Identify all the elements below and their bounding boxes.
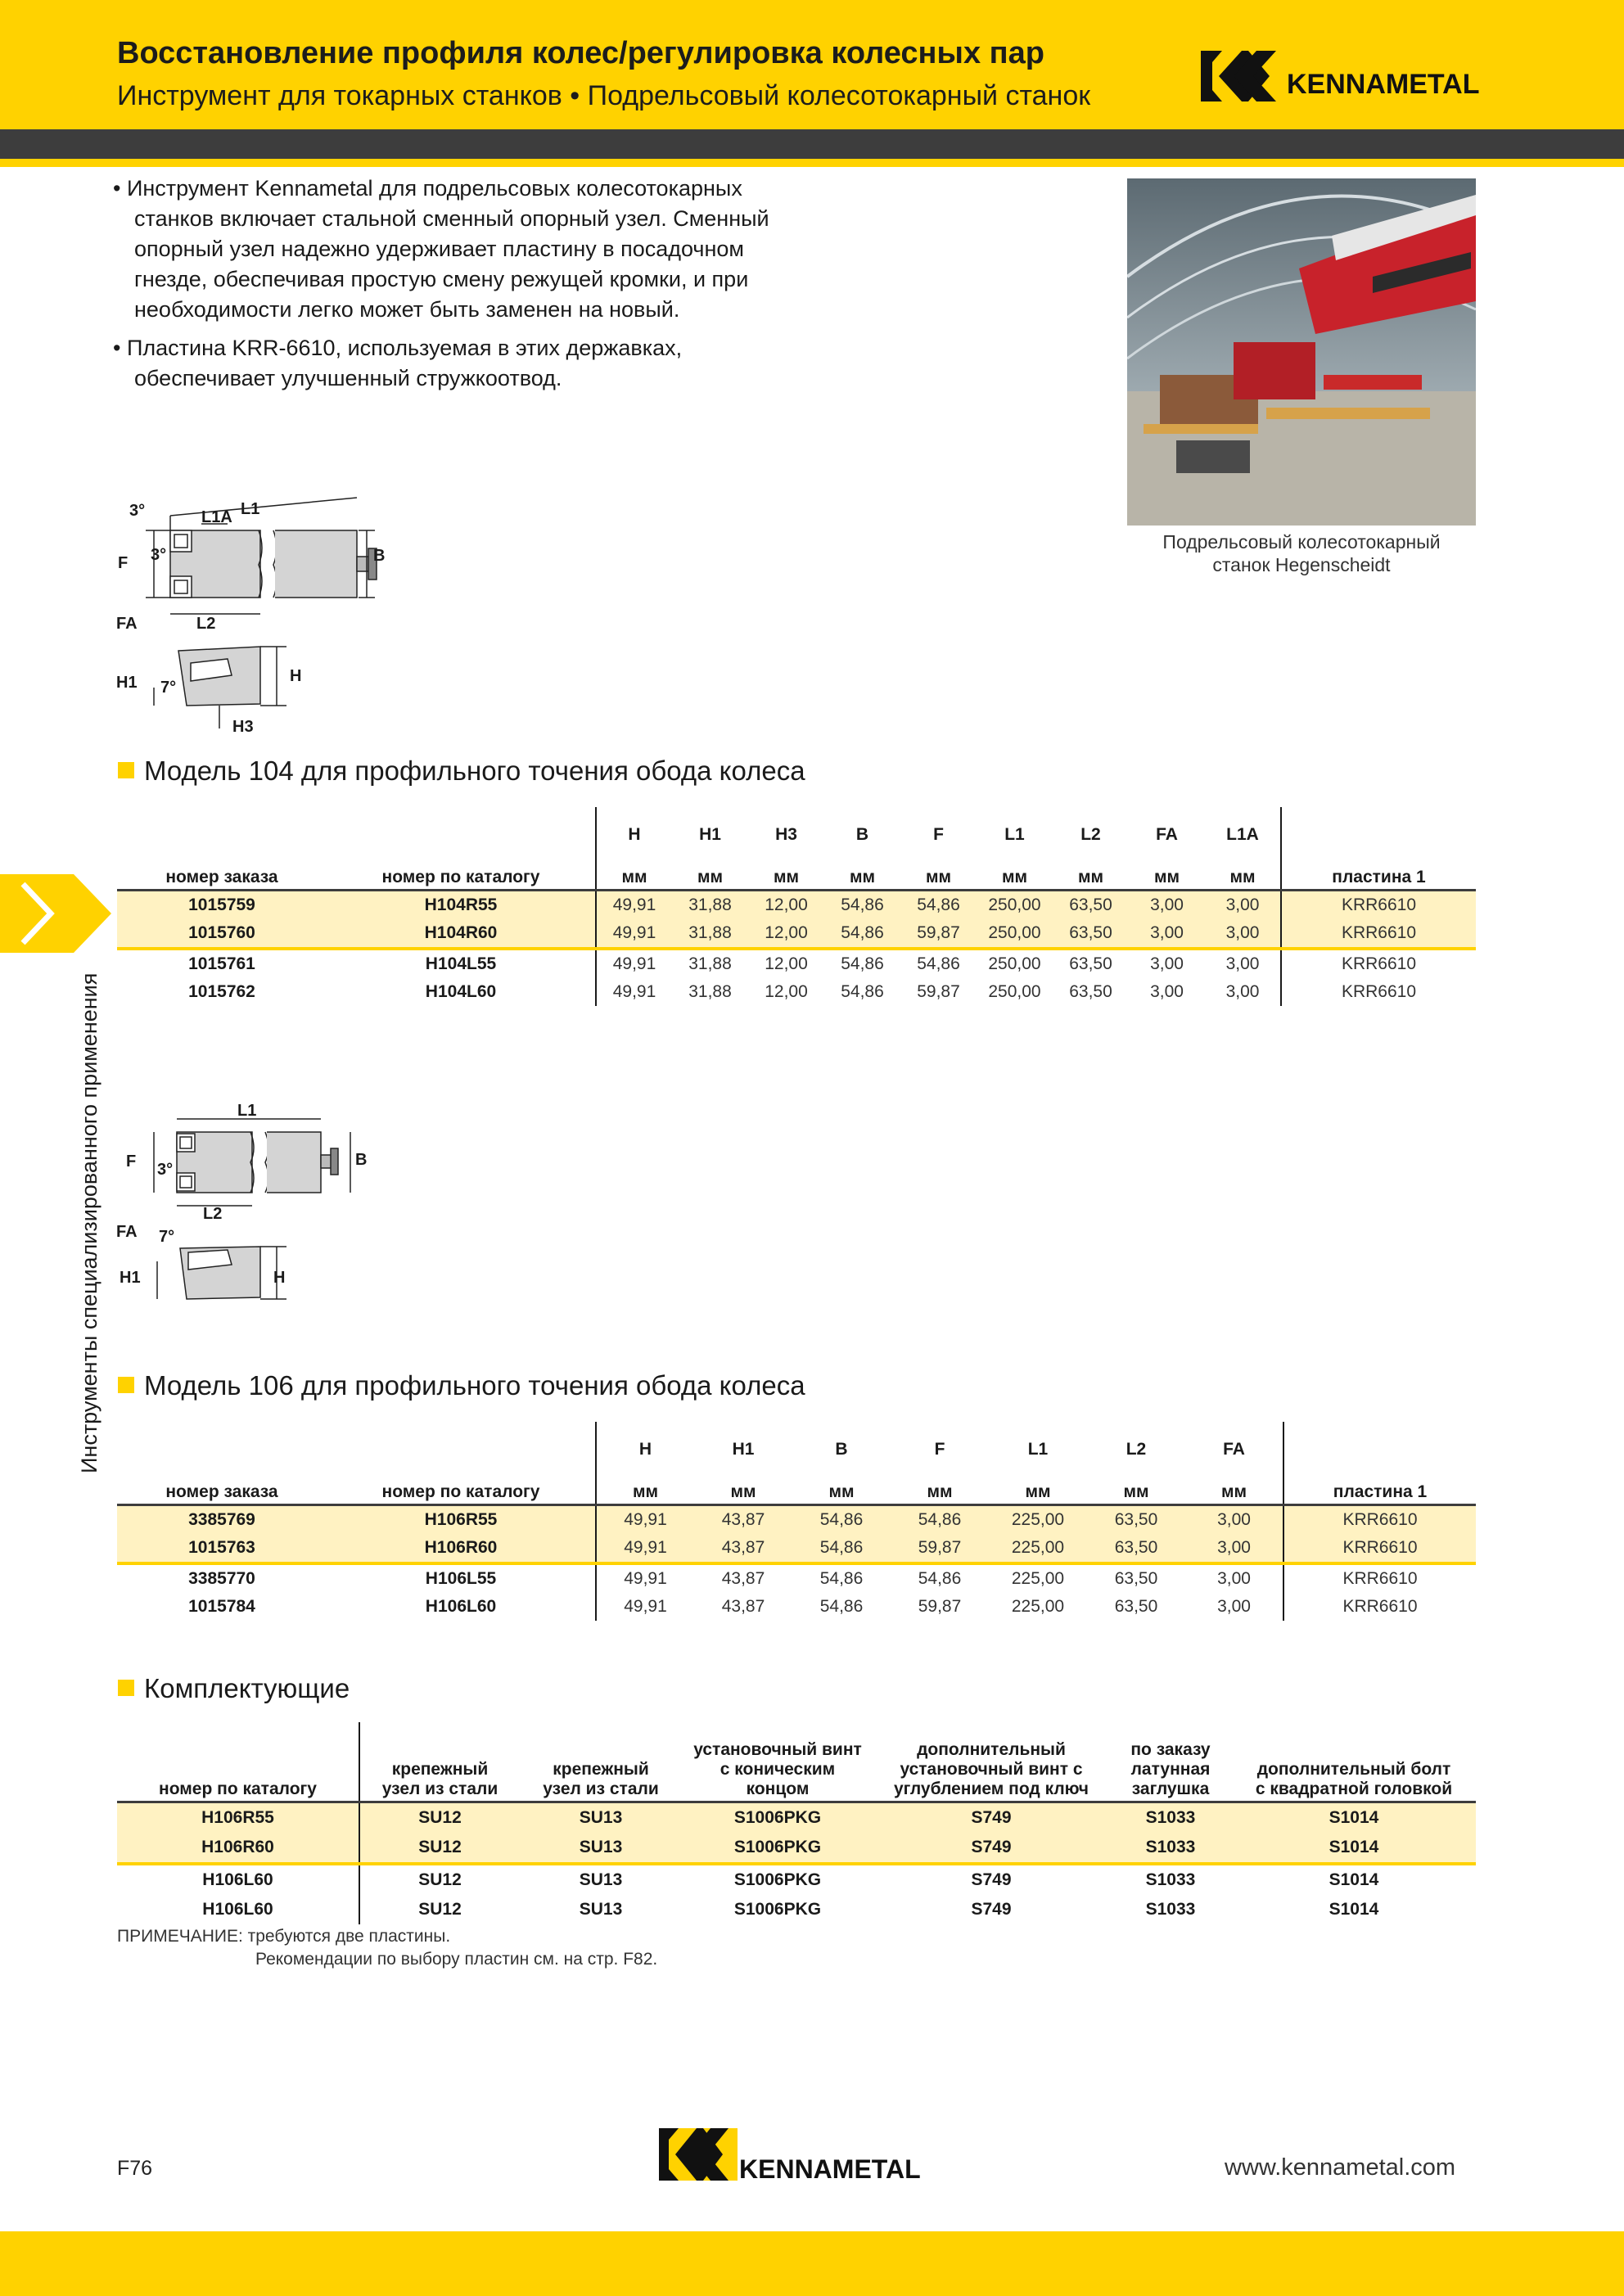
kennametal-logo-icon [1201, 51, 1286, 101]
diagram-label: B [373, 547, 386, 565]
section-marker-icon [118, 1377, 134, 1393]
page-title: Восстановление профиля колес/регулировка колесных пар [117, 36, 1044, 70]
intro-text [113, 174, 817, 402]
logo-wordmark: KENNAMETAL [1287, 69, 1480, 100]
col-header-insert: пластина 1 [1283, 1477, 1476, 1505]
table-row: H106R60 SU12 SU13 S1006PKG S749 S1033 S1014 [117, 1833, 1476, 1864]
model104-section-title: Модель 104 для профильного точения обода колеса [118, 756, 805, 787]
col-header: номер по каталогу [117, 1722, 359, 1802]
table-row: 1015763 H106R60 49,91 43,87 54,86 59,87 225,00 63,50 3,00 KRR6610 [117, 1534, 1476, 1563]
diagram-label: 3° [129, 502, 146, 520]
col-header-order: номер заказа [117, 863, 327, 891]
diagram-label: L2 [196, 615, 216, 633]
model104-dimension-diagram [113, 491, 408, 745]
table-row: 1015761 H104L55 49,91 31,88 12,00 54,86 54,86 250,00 63,50 3,00 3,00 KRR6610 [117, 949, 1476, 978]
table-row: 1015759 H104R55 49,91 31,88 12,00 54,86 54,86 250,00 63,50 3,00 3,00 KRR6610 [117, 891, 1476, 920]
col-header: дополнительный установочный винт с углублением под ключ [873, 1722, 1109, 1802]
photo-caption-line: Подрельсовый колесотокарный [1162, 531, 1441, 553]
col-header: установочный винт с коническим концом [682, 1722, 873, 1802]
table-row: H106L60 SU12 SU13 S1006PKG S749 S1033 S1014 [117, 1864, 1476, 1895]
diagram-label: 7° [159, 1228, 175, 1246]
diagram-label: H [290, 667, 302, 685]
table-row: H106L60 SU12 SU13 S1006PKG S749 S1033 S1014 [117, 1895, 1476, 1924]
model106-dimension-diagram [113, 1101, 383, 1314]
diagram-label: L2 [203, 1205, 223, 1223]
model106-table: H H1 B F L1 L2 FA номер заказа номер по каталогу мм мм мм мм мм мм мм пластина 1 3385769 H106R55 49,91 43,87 54,86 54,86 225,00 63,50 3,00 KRR6610 1015763 H106R60 49,91 43,87 54,86 59,87 225,00 63,50 3,00 KRR6610 3385770 H106L55 49,91 43,87 54,86 54,86 225,00 63,50 3,00 KRR6610 1015784 H106L60 49,91 43,87 54,86 59,87 225,00 63,50 3,00 KRR6610 [117, 1422, 1476, 1621]
table-row: H106R55 SU12 SU13 S1006PKG S749 S1033 S1014 [117, 1802, 1476, 1834]
kennametal-logo-icon [659, 2128, 738, 2181]
diagram-label: 7° [160, 679, 177, 697]
photo-caption-line: станок Hegenscheidt [1212, 554, 1391, 575]
diagram-label: B [355, 1151, 368, 1169]
diagram-label: L1A [201, 508, 232, 526]
page-number: F76 [117, 2157, 153, 2180]
accessories-table [117, 1722, 1476, 1924]
section-marker-icon [118, 762, 134, 778]
intro-bullet: • Инструмент Kennametal для подрельсовых колесотокарных станков включает стальной сменный опорный узел. Сменный опорный узел надежно удерживает пластину в посадочном гнезде, обеспечивая простую смену режущей кромки, и при необходимости легко может быть заменен на новый. [113, 176, 769, 322]
diagram-label: 3° [151, 546, 167, 564]
diagram-label: H1 [120, 1269, 141, 1287]
col-header: по заказу латунная заглушка [1109, 1722, 1232, 1802]
diagram-label: F [126, 1153, 137, 1171]
footer-band [0, 2231, 1624, 2296]
diagram-label: 3° [157, 1161, 174, 1179]
col-header-insert: пластина 1 [1281, 863, 1476, 891]
table-row: 3385770 H106L55 49,91 43,87 54,86 54,86 225,00 63,50 3,00 KRR6610 [117, 1563, 1476, 1593]
table-row: 1015762 H104L60 49,91 31,88 12,00 54,86 59,87 250,00 63,50 3,00 3,00 KRR6610 [117, 978, 1476, 1006]
table-row: 1015760 H104R60 49,91 31,88 12,00 54,86 59,87 250,00 63,50 3,00 3,00 KRR6610 [117, 919, 1476, 949]
diagram-label: F [118, 554, 129, 572]
diagram-label: L1 [241, 500, 260, 518]
page-subtitle: Инструмент для токарных станков • Подрельсовый колесотокарный станок [117, 80, 1091, 111]
note-line: Рекомендации по выбору пластин см. на стр. F82. [255, 1950, 658, 1969]
header-gray-band [0, 129, 1624, 159]
model106-section-title: Модель 106 для профильного точения обода колеса [118, 1370, 805, 1401]
model104-table: H H1 H3 B F L1 L2 FA L1A номер заказа номер по каталогу мм мм мм мм мм мм мм мм мм пластина 1 1015759 H104R55 49,91 31,88 12,00 54,86 54,86 250,00 63,50 3,00 3,00 KRR6610 1015760 H104R60 49,91 31,88 12,00 54,86 59,87 250,00 63,50 3,00 3,00 KRR6610 1015761 H104L55 49,91 31,88 12,00 54,86 54,86 250,00 63,50 3,00 3,00 KRR6610 1015762 H104L60 49,91 31,88 12,00 54,86 59,87 250,00 63,50 3,00 3,00 KRR6610 [117, 807, 1476, 1006]
col-header: крепежный узел из стали [520, 1722, 682, 1802]
header-yellow-line [0, 159, 1624, 167]
sidebar-tab-arrow-icon [0, 874, 115, 953]
col-header-catalog: номер по каталогу [327, 1477, 596, 1505]
note-text [117, 1925, 657, 1971]
accessories-section-title: Комплектующие [118, 1673, 350, 1704]
note-line: ПРИМЕЧАНИЕ: требуются две пластины. [117, 1927, 451, 1946]
logo-wordmark: KENNAMETAL [739, 2154, 921, 2184]
diagram-label: H [273, 1269, 286, 1287]
table-row: 1015784 H106L60 49,91 43,87 54,86 59,87 225,00 63,50 3,00 KRR6610 [117, 1593, 1476, 1621]
diagram-label: L1 [237, 1102, 257, 1120]
website-link[interactable]: www.kennametal.com [1225, 2154, 1456, 2181]
diagram-label: H1 [116, 674, 138, 692]
diagram-label: FA [116, 615, 138, 633]
diagram-label: H3 [232, 718, 254, 736]
col-header-order: номер заказа [117, 1477, 327, 1505]
sidebar-section-label: Инструменты специализированного применения [77, 972, 102, 1473]
col-header: крепежный узел из стали [359, 1722, 520, 1802]
photo-caption [1127, 530, 1476, 576]
machine-photo [1127, 178, 1476, 526]
col-header: дополнительный болт с квадратной головкой [1232, 1722, 1476, 1802]
table-row: 3385769 H106R55 49,91 43,87 54,86 54,86 225,00 63,50 3,00 KRR6610 [117, 1505, 1476, 1535]
intro-bullet: • Пластина KRR-6610, используемая в этих державках, обеспечивает улучшенный стружкоотвод. [113, 336, 683, 390]
section-marker-icon [118, 1680, 134, 1696]
diagram-label: FA [116, 1223, 138, 1241]
col-header-catalog: номер по каталогу [327, 863, 596, 891]
